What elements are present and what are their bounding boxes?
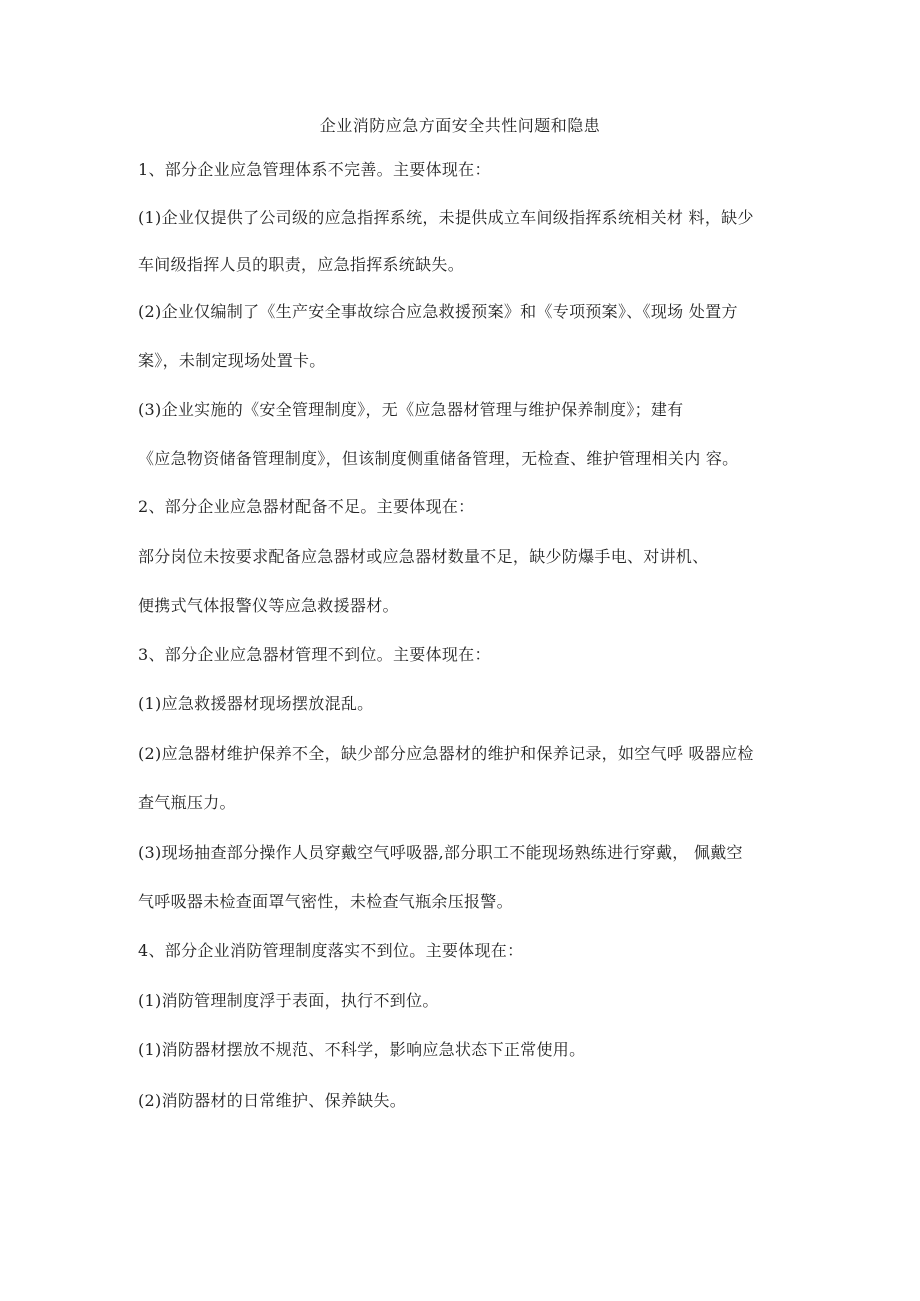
- section-3-item-3-line-1: (3)现场抽查部分操作人员穿戴空气呼吸器,部分职工不能现场熟练进行穿戴， 佩戴空: [138, 843, 743, 862]
- section-3-item-1: (1)应急救援器材现场摆放混乱。: [138, 694, 374, 713]
- section-1-item-3-line-1: (3)企业实施的《安全管理制度》，无《应急器材管理与维护保养制度》；建有: [138, 400, 684, 419]
- section-2-heading: 2、部分企业应急器材配备不足。主要体现在：: [138, 497, 475, 516]
- section-1-item-2-line-2: 案》，未制定现场处置卡。: [138, 351, 326, 370]
- section-3-item-2-line-2: 查气瓶压力。: [138, 793, 236, 812]
- section-3-heading: 3、部分企业应急器材管理不到位。主要体现在：: [138, 645, 491, 664]
- section-4-item-1: (1)消防管理制度浮于表面，执行不到位。: [138, 991, 439, 1010]
- section-1-item-2-line-1: (2)企业仅编制了《生产安全事故综合应急救援预案》和《专项预案》、《现场 处置方: [138, 302, 738, 321]
- section-4-item-3: (2)消防器材的日常维护、保养缺失。: [138, 1091, 407, 1110]
- section-2-body-line-2: 便携式气体报警仪等应急救援器材。: [138, 596, 399, 615]
- section-1-item-3-line-2: 《应急物资储备管理制度》，但该制度侧重储备管理，无检查、维护管理相关内 容。: [138, 449, 739, 468]
- section-3-item-3-line-2: 气呼吸器未检查面罩气密性，未检查气瓶余压报警。: [138, 892, 513, 911]
- document-title: 企业消防应急方面安全共性问题和隐患: [319, 116, 601, 135]
- section-1-heading: 1、部分企业应急管理体系不完善。主要体现在：: [138, 160, 491, 179]
- section-3-item-2-line-1: (2)应急器材维护保养不全，缺少部分应急器材的维护和保养记录，如空气呼 吸器应检: [138, 744, 754, 763]
- section-4-heading: 4、部分企业消防管理制度落实不到位。主要体现在：: [138, 941, 524, 960]
- section-2-body-line-1: 部分岗位未按要求配备应急器材或应急器材数量不足，缺少防爆手电、对讲机、: [138, 547, 709, 566]
- section-1-item-1-line-2: 车间级指挥人员的职责，应急指挥系统缺失。: [138, 255, 465, 274]
- section-4-item-2: (1)消防器材摆放不规范、不科学，影响应急状态下正常使用。: [138, 1040, 586, 1059]
- section-1-item-1-line-1: (1)企业仅提供了公司级的应急指挥系统，未提供成立车间级指挥系统相关材 料，缺少: [138, 208, 754, 227]
